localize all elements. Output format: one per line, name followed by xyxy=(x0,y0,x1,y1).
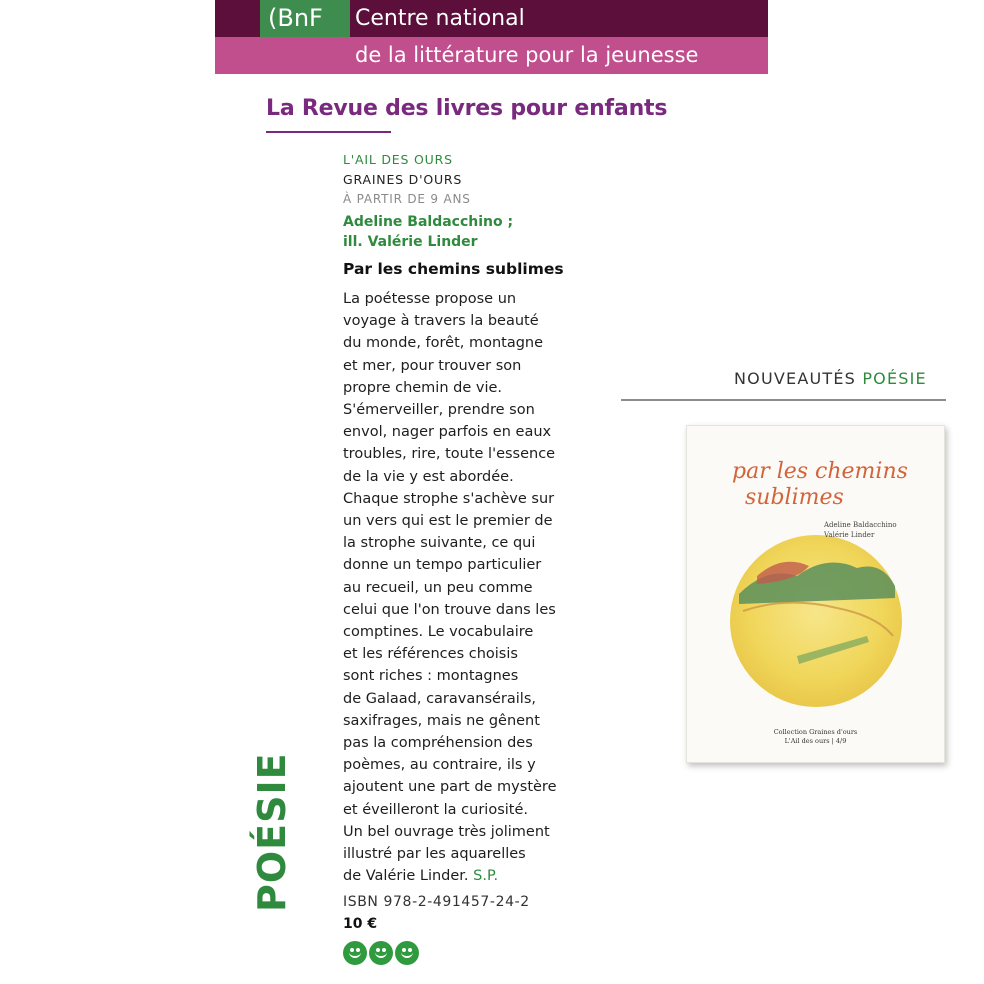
book-title: Par les chemins sublimes xyxy=(343,260,564,278)
category-vertical-label: POÉSIE xyxy=(250,752,294,912)
review-line: illustré par les aquarelles xyxy=(343,846,526,863)
revue-title-underline xyxy=(266,131,391,133)
price: 10 € xyxy=(343,916,378,933)
review-line: voyage à travers la beauté xyxy=(343,313,539,330)
authors xyxy=(343,212,568,252)
bnf-logo[interactable]: (BnF xyxy=(260,0,350,37)
cover-authors xyxy=(824,520,897,540)
review-column xyxy=(343,150,568,965)
section-label-prefix: NOUVEAUTÉS xyxy=(734,369,857,388)
smiley-icon xyxy=(395,941,419,965)
review-line: propre chemin de vie. xyxy=(343,379,503,396)
review-line: au recueil, un peu comme xyxy=(343,579,533,596)
revue-title: La Revue des livres pour enfants xyxy=(266,96,668,121)
cover-author-2: Valérie Linder xyxy=(824,531,875,539)
bnf-banner xyxy=(215,0,768,74)
smiley-icon xyxy=(343,941,367,965)
cover-footer-line2: L'Ail des ours | 4/9 xyxy=(784,737,847,745)
review-line: S'émerveiller, prendre son xyxy=(343,402,535,419)
section-divider xyxy=(621,399,946,401)
review-line: sont riches : montagnes xyxy=(343,668,519,685)
book-cover[interactable] xyxy=(686,425,945,763)
cover-author-1: Adeline Baldacchino xyxy=(824,521,897,529)
review-line: et éveilleront la curiosité. xyxy=(343,801,528,818)
authors-line2: ill. Valérie Linder xyxy=(343,234,478,250)
review-line: Chaque strophe s'achève sur xyxy=(343,490,555,507)
review-line: et mer, pour trouver son xyxy=(343,357,522,374)
review-signature: S.P. xyxy=(473,868,499,885)
review-last-line-text: de Valérie Linder. xyxy=(343,868,469,885)
review-line: de la vie y est abordée. xyxy=(343,468,514,485)
review-line: pas la compréhension des xyxy=(343,735,533,752)
collection: GRAINES D'OURS xyxy=(343,172,463,187)
review-body xyxy=(343,288,568,887)
cover-footer-line1: Collection Graines d'ours xyxy=(773,728,858,736)
cover-title-line2: sublimes xyxy=(745,485,844,510)
review-line: Un bel ouvrage très joliment xyxy=(343,823,550,840)
smiley-icon xyxy=(369,941,393,965)
review-line: celui que l'on trouve dans les xyxy=(343,601,556,618)
cover-illustration xyxy=(687,426,945,763)
review-line: envol, nager parfois en eaux xyxy=(343,424,552,441)
review-line: la strophe suivante, ce qui xyxy=(343,535,536,552)
age-range: À PARTIR DE 9 ANS xyxy=(343,192,471,206)
cover-title-line1: par les chemins xyxy=(732,459,908,484)
publisher: L'AIL DES OURS xyxy=(343,152,453,167)
review-line: La poétesse propose un xyxy=(343,291,517,307)
rating-smileys xyxy=(343,941,568,965)
banner-title-line1: Centre national xyxy=(355,6,525,31)
isbn: ISBN 978-2-491457-24-2 xyxy=(343,894,530,911)
section-label-accent: POÉSIE xyxy=(862,369,927,388)
authors-line1: Adeline Baldacchino ; xyxy=(343,214,514,230)
review-line: poèmes, au contraire, ils y xyxy=(343,757,536,774)
review-line: du monde, forêt, montagne xyxy=(343,335,544,352)
review-last-line xyxy=(343,865,568,887)
section-label xyxy=(734,369,927,388)
review-line: ajoutent une part de mystère xyxy=(343,779,557,796)
review-line: saxifrages, mais ne gênent xyxy=(343,712,540,729)
review-line: donne un tempo particulier xyxy=(343,557,542,574)
review-line: comptines. Le vocabulaire xyxy=(343,624,534,641)
banner-title-line2: de la littérature pour la jeunesse xyxy=(355,43,699,67)
review-line: troubles, rire, toute l'essence xyxy=(343,446,556,463)
review-line: de Galaad, caravansérails, xyxy=(343,690,536,707)
review-line: un vers qui est le premier de xyxy=(343,513,553,530)
review-line: et les références choisis xyxy=(343,646,518,663)
cover-footer xyxy=(687,728,944,746)
